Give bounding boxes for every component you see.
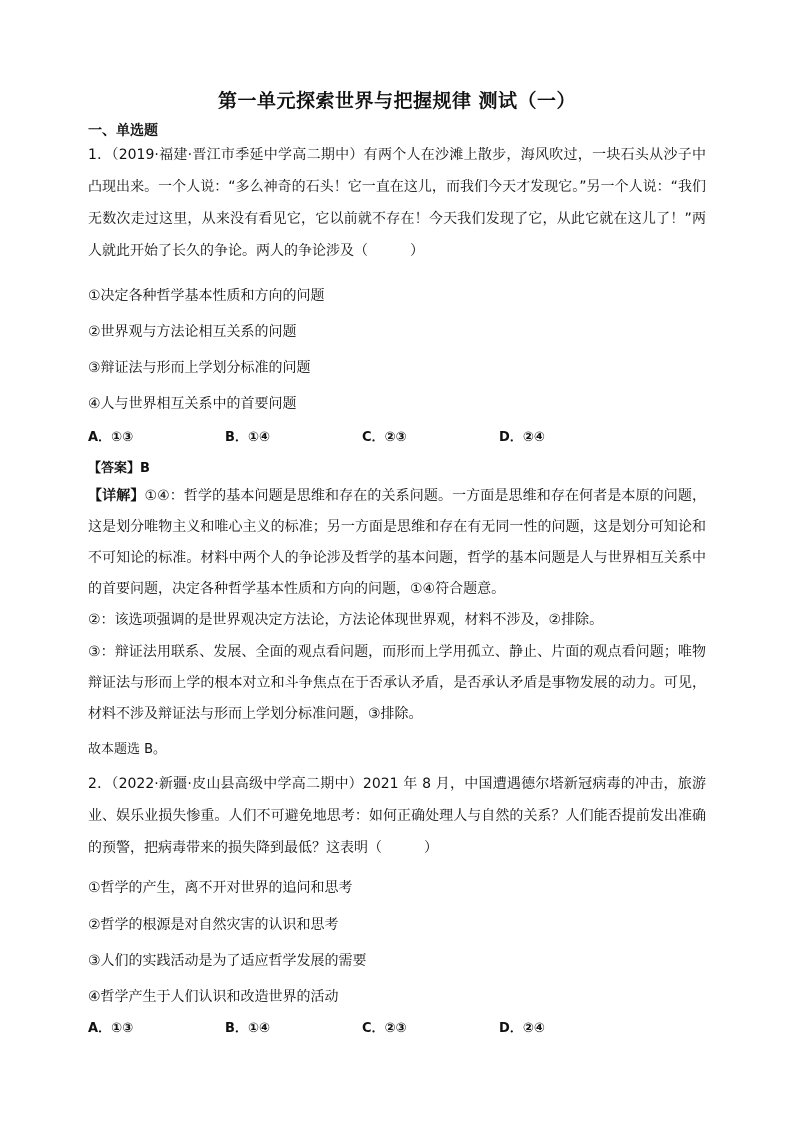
question-1-conclusion: 故本题选 B。 xyxy=(88,742,167,757)
question-1-choice-a: A．①③ xyxy=(88,430,134,445)
question-2-choice-c: C．②③ xyxy=(362,1021,407,1036)
question-1-choices xyxy=(88,426,708,445)
question-1-choice-b: B．①④ xyxy=(225,430,270,445)
question-1-explanation xyxy=(88,481,706,605)
question-2-option-3: ③人们的实践活动是为了适应哲学发展的需要 xyxy=(88,953,367,969)
question-1-choice-d: D．②④ xyxy=(499,430,545,445)
section-heading: 一、单选题 xyxy=(88,123,158,139)
question-2-stem: 2．（2022·新疆·皮山县高级中学高二期中）2021 年 8 月，中国遭遇德尔塔新冠病毒的冲击，旅游业、娱乐业损失惨重。人们不可避免地思考：如何正确处理人与自然的关系？人们能否提前发出准确的预警，把病毒带来的损失降到最低？这表明（ ） xyxy=(88,776,706,856)
question-1-option-2: ②世界观与方法论相互关系的问题 xyxy=(88,324,297,340)
question-1-explanation-2: ②：该选项强调的是世界观决定方法论，方法论体现世界观，材料不涉及，②排除。 xyxy=(88,612,604,628)
explanation-label: 【详解】 xyxy=(88,488,145,504)
explanation-text: ①④：哲学的基本问题是思维和存在的关系问题。一方面是思维和存在何者是本原的问题，这是划分唯物主义和唯心主义的标准；另一方面是思维和存在有无同一性的问题，这是划分可知论和不可知论的标准。材料中两个人的争论涉及哲学的基本问题，哲学的基本问题是人与世界相互关系中的首要问题，决定各种哲学基本性质和方向的问题，①④符合题意。 xyxy=(88,488,707,597)
question-2-choice-a: A．①③ xyxy=(88,1021,134,1036)
question-2-choices xyxy=(88,1017,708,1036)
question-1-option-4: ④人与世界相互关系中的首要问题 xyxy=(88,396,297,412)
question-2-choice-d: D．②④ xyxy=(499,1021,545,1036)
question-1-explanation-3: ③：辩证法用联系、发展、全面的观点看问题，而形而上学用孤立、静止、片面的观点看问题；唯物辩证法与形而上学的根本对立和斗争焦点在于否承认矛盾，是否承认矛盾是事物发展的动力。可见，材料不涉及辩证法与形而上学划分标准问题，③排除。 xyxy=(88,644,706,722)
page-title: 第一单元探索世界与把握规律 测试（一） xyxy=(217,90,577,112)
question-2-option-1: ①哲学的产生，离不开对世界的追问和思考 xyxy=(88,880,353,896)
question-1-answer: 【答案】B xyxy=(88,461,150,476)
question-1-choice-c: C．②③ xyxy=(362,430,407,445)
question-2-option-2: ②哲学的根源是对自然灾害的认识和思考 xyxy=(88,917,339,933)
question-1-option-1: ①决定各种哲学基本性质和方向的问题 xyxy=(88,288,325,304)
question-1-option-3: ③辩证法与形而上学划分标准的问题 xyxy=(88,360,311,376)
question-2-option-4: ④哲学产生于人们认识和改造世界的活动 xyxy=(88,989,339,1005)
question-2-choice-b: B．①④ xyxy=(225,1021,270,1036)
question-1-stem: 1．（2019·福建·晋江市季延中学高二期中）有两个人在沙滩上散步，海风吹过，一块石头从沙子中凸现出来。一个人说：“多么神奇的石头！它一直在这儿，而我们今天才发现它。”另一个人说：“我们无数次走过这里，从来没有看见它，它以前就不存在！今天我们发现了它，从此它就在这儿了！”两人就此开始了长久的争论。两人的争论涉及（ ） xyxy=(88,147,706,259)
